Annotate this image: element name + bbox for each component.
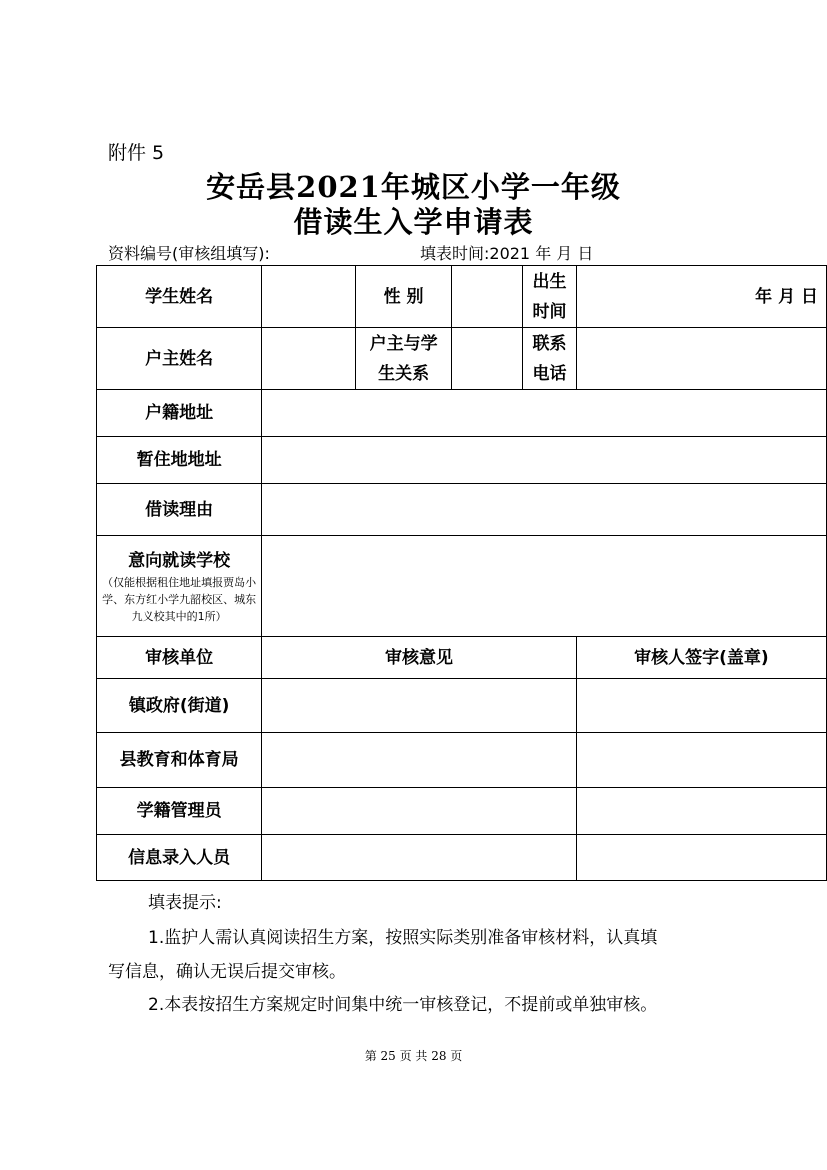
review-unit-header: 审核单位 (97, 637, 262, 679)
opinion-field-4[interactable] (262, 835, 577, 881)
unit-data-entry: 信息录入人员 (97, 835, 262, 881)
notes-heading: 填表提示: (148, 893, 222, 913)
relation-field[interactable] (452, 328, 523, 390)
unit-town-government: 镇政府(街道) (97, 679, 262, 733)
sign-field-1[interactable] (576, 679, 826, 733)
gender-field[interactable] (452, 266, 523, 328)
school-field[interactable] (262, 536, 827, 637)
birth-label: 出生 时间 (523, 266, 577, 328)
contact-label: 联系 电话 (523, 328, 577, 390)
temp-address-label: 暂住地地址 (97, 437, 262, 484)
gender-label: 性 别 (356, 266, 452, 328)
note-item-1: 1.监护人需认真阅读招生方案，按照实际类别准备审核材料，认真填 (148, 928, 658, 948)
student-name-label: 学生姓名 (97, 266, 262, 328)
opinion-field-1[interactable] (262, 679, 577, 733)
file-number-label: 资料编号(审核组填写): (108, 244, 270, 263)
student-name-field[interactable] (262, 266, 356, 328)
temp-address-field[interactable] (262, 437, 827, 484)
fill-date-label: 填表时间:2021 年 月 日 (420, 244, 594, 263)
householder-field[interactable] (262, 328, 356, 390)
sign-field-2[interactable] (576, 733, 826, 788)
opinion-field-3[interactable] (262, 788, 577, 835)
hukou-address-field[interactable] (262, 390, 827, 437)
page-footer: 第 25 页 共 28 页 (364, 1049, 463, 1063)
reviewer-sign-header: 审核人签字(盖章) (576, 637, 826, 679)
school-note: （仅能根据租住地址填报贾岛小学、东方红小学九韶校区、城东九义校其中的1所） (102, 575, 257, 623)
householder-label: 户主姓名 (97, 328, 262, 390)
application-form-table (96, 265, 827, 881)
reason-field[interactable] (262, 484, 827, 536)
contact-field[interactable] (576, 328, 826, 390)
sign-field-3[interactable] (576, 788, 826, 835)
sign-field-4[interactable] (576, 835, 826, 881)
school-label: 意向就读学校 （仅能根据租住地址填报贾岛小学、东方红小学九韶校区、城东九义校其中的1所） (97, 536, 262, 637)
birth-date-field[interactable]: 年 月 日 (576, 266, 826, 328)
note-item-2: 2.本表按招生方案规定时间集中统一审核登记，不提前或单独审核。 (148, 995, 658, 1015)
page-title: 安岳县2021年城区小学一年级 (206, 170, 621, 204)
unit-education-bureau: 县教育和体育局 (97, 733, 262, 788)
page-subtitle: 借读生入学申请表 (293, 205, 534, 239)
attachment-label: 附件 5 (108, 142, 165, 164)
opinion-field-2[interactable] (262, 733, 577, 788)
review-opinion-header: 审核意见 (262, 637, 577, 679)
relation-label: 户主与学 生关系 (356, 328, 452, 390)
hukou-address-label: 户籍地址 (97, 390, 262, 437)
unit-registrar: 学籍管理员 (97, 788, 262, 835)
reason-label: 借读理由 (97, 484, 262, 536)
note-item-1-cont: 写信息，确认无误后提交审核。 (108, 962, 346, 982)
